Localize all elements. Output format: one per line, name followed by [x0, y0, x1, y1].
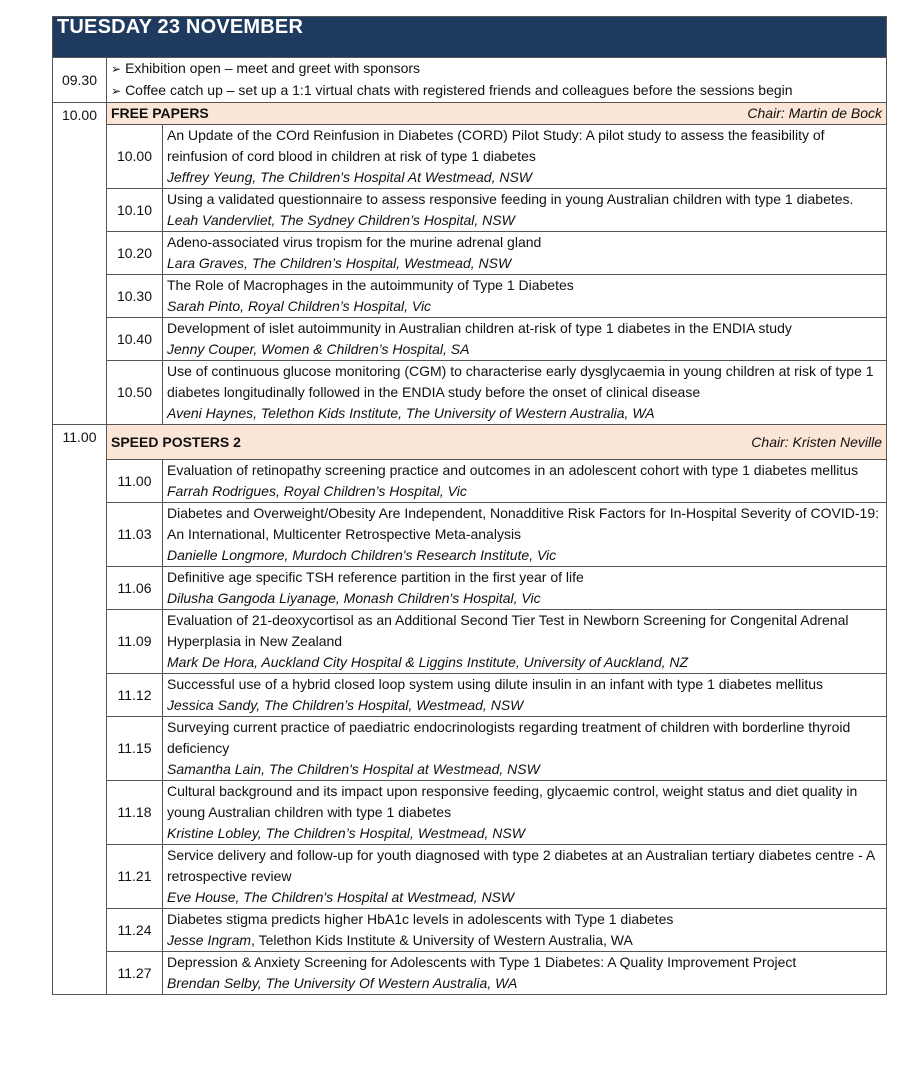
talk-author: [167, 759, 882, 780]
talk-title: Depression & Anxiety Screening for Adolescents with Type 1 Diabetes: A Quality Improvement Project: [167, 954, 797, 970]
bullet-text: Exhibition open – meet and greet with sponsors: [125, 60, 421, 76]
talk-title: Definitive age specific TSH reference partition in the first year of life: [167, 569, 584, 585]
arrow-bullet-icon: ➢: [111, 84, 122, 98]
session-header-content: [111, 432, 882, 453]
session-header: [107, 103, 887, 125]
day-header: TUESDAY 23 NOVEMBER: [53, 17, 887, 58]
talk-row: [53, 717, 887, 781]
talk-time: 11.00: [107, 460, 163, 503]
session-chair: Chair: Kristen Neville: [751, 433, 883, 450]
talk-details: [163, 674, 887, 717]
talk-title: Cultural background and its impact upon responsive feeding, glycaemic control, weight status and diet quality in young Australian children with type 1 diabetes: [167, 783, 858, 820]
opening-time: 09.30: [53, 58, 107, 103]
talk-title: Use of continuous glucose monitoring (CGM) to characterise early dysglycaemia in young children at risk of type 1 diabetes longitudinally followed in the ENDIA study before the onset of clinical disease: [167, 363, 874, 400]
talk-author-name: Lara Graves, The Children’s Hospital, Westmead, NSW: [167, 255, 512, 271]
talk-time: 11.27: [107, 952, 163, 995]
talk-row: [53, 361, 887, 425]
talk-time: 11.06: [107, 567, 163, 610]
session-chair: Chair: Martin de Bock: [747, 105, 883, 121]
talk-author-name: Eve House, The Children's Hospital at Westmead, NSW: [167, 889, 515, 905]
talk-title: Service delivery and follow-up for youth diagnosed with type 2 diabetes at an Australian tertiary diabetes centre - A retrospective review: [167, 847, 875, 884]
talk-author-name: Jenny Couper, Women & Children’s Hospital, SA: [167, 341, 470, 357]
talk-author: [167, 339, 882, 360]
talk-title: Surveying current practice of paediatric endocrinologists regarding treatment of children with borderline thyroid deficiency: [167, 719, 851, 756]
talk-details: [163, 610, 887, 674]
talk-title: Using a validated questionnaire to assess responsive feeding in young Australian children with type 1 diabetes.: [167, 191, 854, 207]
talk-row: [53, 909, 887, 952]
session-header-content: [111, 103, 882, 124]
session-title: FREE PAPERS: [111, 105, 209, 121]
talk-row: [53, 952, 887, 995]
talk-title: Diabetes and Overweight/Obesity Are Independent, Nonadditive Risk Factors for In-Hospital Severity of COVID-19: An International, Multicenter Retrospective Meta-analysis: [167, 505, 880, 542]
opening-bullets: [107, 58, 887, 103]
talk-author-name: Dilusha Gangoda Liyanage, Monash Children's Hospital, Vic: [167, 590, 541, 606]
arrow-bullet-icon: ➢: [111, 62, 122, 76]
talk-details: [163, 952, 887, 995]
talk-title: Development of islet autoimmunity in Australian children at-risk of type 1 diabetes in the ENDIA study: [167, 320, 792, 336]
talk-author-name: Leah Vandervliet, The Sydney Children’s Hospital, NSW: [167, 212, 515, 228]
talk-author: [167, 695, 882, 716]
talk-details: [163, 125, 887, 189]
talk-time: 10.20: [107, 232, 163, 275]
bullet-text: Coffee catch up – set up a 1:1 virtual chats with registered friends and colleagues before the sessions begin: [125, 82, 793, 98]
talk-details: [163, 567, 887, 610]
talk-author: [167, 253, 882, 274]
talk-details: [163, 781, 887, 845]
talk-author-name: Danielle Longmore, Murdoch Children's Research Institute, Vic: [167, 547, 557, 563]
talk-row: [53, 460, 887, 503]
bullet-item: [111, 80, 882, 102]
talk-author: [167, 296, 882, 317]
session-header: [107, 425, 887, 460]
talk-row: [53, 674, 887, 717]
talk-time: 10.40: [107, 318, 163, 361]
talk-details: [163, 275, 887, 318]
day-header-row: [53, 17, 887, 58]
talk-author-name: Samantha Lain, The Children's Hospital at Westmead, NSW: [167, 761, 540, 777]
talk-details: [163, 361, 887, 425]
bullet-item: [111, 58, 882, 80]
opening-row: [53, 58, 887, 103]
talk-time: 10.00: [107, 125, 163, 189]
talk-author: [167, 545, 882, 566]
talk-row: [53, 125, 887, 189]
talk-author: [167, 167, 882, 188]
program-table: [52, 16, 887, 995]
talk-time: 10.30: [107, 275, 163, 318]
talk-time: 11.12: [107, 674, 163, 717]
talk-title: The Role of Macrophages in the autoimmunity of Type 1 Diabetes: [167, 277, 574, 293]
talk-author-name: Aveni Haynes, Telethon Kids Institute, The University of Western Australia, WA: [167, 405, 655, 421]
talk-details: [163, 189, 887, 232]
talk-author-name: Jessica Sandy, The Children’s Hospital, Westmead, NSW: [167, 697, 524, 713]
talk-row: [53, 567, 887, 610]
talk-author: [167, 210, 882, 231]
talk-time: 11.24: [107, 909, 163, 952]
talk-details: [163, 909, 887, 952]
talk-details: [163, 232, 887, 275]
talk-author-name: Kristine Lobley, The Children’s Hospital, Westmead, NSW: [167, 825, 525, 841]
talk-author: [167, 403, 882, 424]
session-time: 11.00: [53, 425, 107, 995]
talk-author-name: Farrah Rodrigues, Royal Children’s Hospital, Vic: [167, 483, 467, 499]
talk-author-name: Brendan Selby, The University Of Western Australia, WA: [167, 975, 518, 991]
talk-row: [53, 189, 887, 232]
talk-author-affiliation: , Telethon Kids Institute & University of Western Australia, WA: [251, 932, 633, 948]
talk-title: Adeno-associated virus tropism for the murine adrenal gland: [167, 234, 542, 250]
talk-details: [163, 460, 887, 503]
talk-author: [167, 930, 882, 951]
talk-title: Evaluation of retinopathy screening practice and outcomes in an adolescent cohort with type 1 diabetes mellitus: [167, 462, 859, 478]
talk-author-name: Mark De Hora, Auckland City Hospital & Liggins Institute, University of Auckland, NZ: [167, 654, 689, 670]
talk-details: [163, 503, 887, 567]
talk-row: [53, 275, 887, 318]
talk-author-name: Jesse Ingram: [167, 932, 252, 948]
talk-details: [163, 845, 887, 909]
session-time: 10.00: [53, 103, 107, 425]
talk-title: Successful use of a hybrid closed loop system using dilute insulin in an infant with type 1 diabetes mellitus: [167, 676, 824, 692]
talk-time: 11.18: [107, 781, 163, 845]
talk-author: [167, 887, 882, 908]
session-header-row: [53, 425, 887, 460]
talk-author: [167, 973, 882, 994]
talk-author: [167, 588, 882, 609]
talk-row: [53, 232, 887, 275]
talk-row: [53, 318, 887, 361]
talk-time: 10.10: [107, 189, 163, 232]
talk-time: 11.21: [107, 845, 163, 909]
talk-author: [167, 481, 882, 502]
talk-author-name: Sarah Pinto, Royal Children’s Hospital, Vic: [167, 298, 432, 314]
talk-title: Evaluation of 21-deoxycortisol as an Additional Second Tier Test in Newborn Screening for Congenital Adrenal Hyperplasia in New Zealand: [167, 612, 849, 649]
talk-time: 11.15: [107, 717, 163, 781]
talk-row: [53, 503, 887, 567]
talk-title: An Update of the COrd Reinfusion in Diabetes (CORD) Pilot Study: A pilot study to assess the feasibility of reinfusion of cord blood in children at risk of type 1 diabetes: [167, 127, 825, 164]
talk-author-name: Jeffrey Yeung, The Children's Hospital At Westmead, NSW: [167, 169, 533, 185]
talk-time: 10.50: [107, 361, 163, 425]
talk-row: [53, 845, 887, 909]
talk-author: [167, 823, 882, 844]
talk-row: [53, 781, 887, 845]
talk-time: 11.03: [107, 503, 163, 567]
talk-title: Diabetes stigma predicts higher HbA1c levels in adolescents with Type 1 diabetes: [167, 911, 674, 927]
talk-time: 11.09: [107, 610, 163, 674]
session-header-row: [53, 103, 887, 125]
session-title: SPEED POSTERS 2: [111, 433, 241, 450]
talk-author: [167, 652, 882, 673]
talk-details: [163, 318, 887, 361]
talk-details: [163, 717, 887, 781]
talk-row: [53, 610, 887, 674]
